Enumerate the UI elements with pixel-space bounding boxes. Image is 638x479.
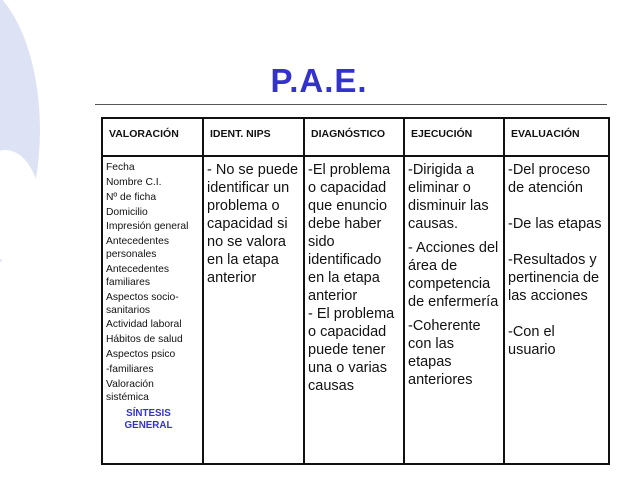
list-item: Valoración sistémica [106,378,154,403]
header-evaluacion: EVALUACIÓN [504,118,609,156]
list-item: -familiares [106,364,154,376]
list-item: Impresión general [106,221,189,233]
cell-ident-nips [203,156,304,464]
list-item: Antecedentes personales [106,236,169,261]
valoracion-list [106,162,199,405]
list-item: Aspectos psico [106,349,176,361]
header-diagnostico: DIAGNÓSTICO [304,118,404,156]
evaluacion-item: -Con el usuario [508,323,556,358]
ident-nips-text: - No se puede identificar un problema o capacidad si no se valora en la etapa anterior [207,162,299,286]
diagnostico-item: - El problema o capacidad puede tener una o varias causas [308,305,395,394]
ejecucion-item: - Acciones del área de competencia de enfermería [408,239,499,310]
evaluacion-item: -Resultados y pertinencia de las acciones [508,251,600,304]
list-item: Aspectos socio-sanitarios [106,291,179,316]
cell-evaluacion [504,156,609,464]
list-item: Hábitos de salud [106,334,183,346]
cell-ejecucion [404,156,504,464]
header-row [102,118,609,156]
list-item: Nombre C.I. [106,176,162,188]
sintesis-general-label: SÍNTESIS GENERAL [124,407,173,431]
slide-title: P.A.E. [270,62,368,99]
list-item: Domicilio [106,206,148,218]
list-item: Actividad laboral [106,319,182,331]
title-divider [95,104,607,105]
list-item: Fecha [106,162,135,173]
list-item: Antecedentes familiares [106,264,169,288]
evaluacion-item: -Del proceso de atención [508,162,591,196]
body-row [102,156,609,464]
ejecucion-item: -Dirigida a eliminar o disminuir las causas. [408,162,489,232]
evaluacion-item: -De las etapas [508,215,602,232]
cell-diagnostico [304,156,404,464]
header-valoracion: VALORACIÓN [102,118,203,156]
pae-table [101,117,610,465]
ejecucion-item: -Coherente con las etapas anteriores [408,317,481,388]
list-item: Nº de ficha [106,191,157,203]
header-ejecucion: EJECUCIÓN [404,118,504,156]
cell-valoracion [102,156,203,464]
diagnostico-item: -El problema o capacidad que enuncio debe haber sido identificado en la etapa anterior [308,162,391,304]
header-ident-nips: IDENT. NIPS [203,118,304,156]
